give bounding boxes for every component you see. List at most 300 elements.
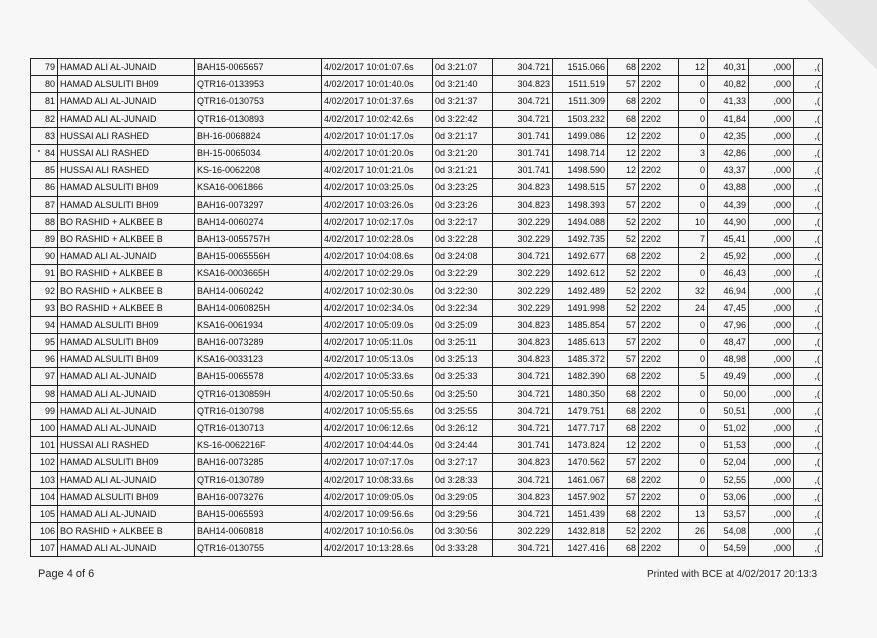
loft-id-cell: 57 — [608, 196, 639, 213]
arrival-time-cell: 4/02/2017 10:13:28.6s — [322, 540, 433, 557]
speed-cell: 1485.854 — [553, 316, 608, 333]
distance-cell: 304.721 — [493, 368, 553, 385]
arrival-time-cell: 4/02/2017 10:01:20.0s — [322, 144, 433, 161]
table-row — [31, 59, 823, 76]
position-cell: 81 — [31, 93, 58, 110]
position-cell: 90 — [31, 248, 58, 265]
club-code-cell: 2202 — [639, 402, 679, 419]
club-code-cell: 2202 — [639, 471, 679, 488]
count-cell: 13 — [679, 505, 708, 522]
club-code-cell: 2202 — [639, 316, 679, 333]
distance-cell: 301.741 — [493, 437, 553, 454]
flight-duration-cell: 0d 3:29:05 — [433, 488, 493, 505]
flight-duration-cell: 0d 3:22:30 — [433, 282, 493, 299]
distance-cell: 304.823 — [493, 454, 553, 471]
ring-number-cell: QTR16-0130753 — [195, 93, 322, 110]
position-cell: 83 — [31, 127, 58, 144]
speed-cell: 1492.489 — [553, 282, 608, 299]
loft-id-cell: 12 — [608, 144, 639, 161]
arrival-time-cell: 4/02/2017 10:05:33.6s — [322, 368, 433, 385]
club-code-cell: 2202 — [639, 162, 679, 179]
extra-cell: ,( — [794, 162, 823, 179]
position-cell: 100 — [31, 419, 58, 436]
table-row — [31, 76, 823, 93]
owner-name-cell: BO RASHID + ALKBEE B — [58, 213, 195, 230]
count-cell: 26 — [679, 523, 708, 540]
extra-cell: ,( — [794, 282, 823, 299]
flight-duration-cell: 0d 3:26:12 — [433, 419, 493, 436]
distance-cell: 304.823 — [493, 334, 553, 351]
flight-duration-cell: 0d 3:21:21 — [433, 162, 493, 179]
table-row — [31, 213, 823, 230]
points-cell: 41,84 — [708, 110, 749, 127]
ring-number-cell: BAH13-0055757H — [195, 230, 322, 247]
loft-id-cell: 52 — [608, 213, 639, 230]
loft-id-cell: 68 — [608, 59, 639, 76]
table-row — [31, 230, 823, 247]
score-cell: ,000 — [749, 248, 794, 265]
points-cell: 52,55 — [708, 471, 749, 488]
score-cell: ,000 — [749, 505, 794, 522]
club-code-cell: 2202 — [639, 523, 679, 540]
table-row — [31, 127, 823, 144]
extra-cell: ,( — [794, 505, 823, 522]
loft-id-cell: 12 — [608, 162, 639, 179]
score-cell: ,000 — [749, 471, 794, 488]
arrival-time-cell: 4/02/2017 10:07:17.0s — [322, 454, 433, 471]
flight-duration-cell: 0d 3:22:42 — [433, 110, 493, 127]
loft-id-cell: 57 — [608, 76, 639, 93]
extra-cell: ,( — [794, 196, 823, 213]
owner-name-cell: BO RASHID + ALKBEE B — [58, 282, 195, 299]
club-code-cell: 2202 — [639, 59, 679, 76]
owner-name-cell: HAMAD ALSULITI BH09 — [58, 334, 195, 351]
points-cell: 43,37 — [708, 162, 749, 179]
extra-cell: ,( — [794, 351, 823, 368]
printed-stamp: Printed with BCE at 4/02/2017 20:13:3 — [647, 569, 818, 580]
ring-number-cell: KSA16-0003665H — [195, 265, 322, 282]
loft-id-cell: 68 — [608, 368, 639, 385]
position-cell: 80 — [31, 76, 58, 93]
ring-number-cell: QTR16-0130789 — [195, 471, 322, 488]
score-cell: ,000 — [749, 540, 794, 557]
owner-name-cell: HAMAD ALI AL-JUNAID — [58, 505, 195, 522]
owner-name-cell: HAMAD ALI AL-JUNAID — [58, 402, 195, 419]
table-row — [31, 179, 823, 196]
position-cell: 97 — [31, 368, 58, 385]
owner-name-cell: HAMAD ALSULITI BH09 — [58, 316, 195, 333]
arrival-time-cell: 4/02/2017 10:02:30.0s — [322, 282, 433, 299]
points-cell: 46,43 — [708, 265, 749, 282]
position-cell: 105 — [31, 505, 58, 522]
extra-cell: ,( — [794, 144, 823, 161]
table-row — [31, 437, 823, 454]
points-cell: 40,82 — [708, 76, 749, 93]
loft-id-cell: 57 — [608, 316, 639, 333]
count-cell: 0 — [679, 76, 708, 93]
points-cell: 54,59 — [708, 540, 749, 557]
distance-cell: 302.229 — [493, 265, 553, 282]
loft-id-cell: 57 — [608, 351, 639, 368]
arrival-time-cell: 4/02/2017 10:05:11.0s — [322, 334, 433, 351]
owner-name-cell: HAMAD ALI AL-JUNAID — [58, 471, 195, 488]
club-code-cell: 2202 — [639, 196, 679, 213]
club-code-cell: 2202 — [639, 488, 679, 505]
loft-id-cell: 68 — [608, 385, 639, 402]
flight-duration-cell: 0d 3:22:29 — [433, 265, 493, 282]
owner-name-cell: HAMAD ALSULITI BH09 — [58, 454, 195, 471]
distance-cell: 302.229 — [493, 523, 553, 540]
count-cell: 5 — [679, 368, 708, 385]
ring-number-cell: BH-16-0068824 — [195, 127, 322, 144]
score-cell: ,000 — [749, 523, 794, 540]
club-code-cell: 2202 — [639, 144, 679, 161]
flight-duration-cell: 0d 3:21:40 — [433, 76, 493, 93]
club-code-cell: 2202 — [639, 334, 679, 351]
ring-number-cell: BAH16-0073297 — [195, 196, 322, 213]
speed-cell: 1498.393 — [553, 196, 608, 213]
club-code-cell: 2202 — [639, 351, 679, 368]
points-cell: 50,51 — [708, 402, 749, 419]
score-cell: ,000 — [749, 402, 794, 419]
count-cell: 10 — [679, 213, 708, 230]
extra-cell: ,( — [794, 454, 823, 471]
speed-cell: 1511.519 — [553, 76, 608, 93]
speed-cell: 1498.590 — [553, 162, 608, 179]
flight-duration-cell: 0d 3:21:07 — [433, 59, 493, 76]
flight-duration-cell: 0d 3:25:11 — [433, 334, 493, 351]
speed-cell: 1473.824 — [553, 437, 608, 454]
distance-cell: 304.823 — [493, 351, 553, 368]
score-cell: ,000 — [749, 76, 794, 93]
club-code-cell: 2202 — [639, 282, 679, 299]
loft-id-cell: 68 — [608, 505, 639, 522]
distance-cell: 304.721 — [493, 419, 553, 436]
points-cell: 41,33 — [708, 93, 749, 110]
points-cell: 48,98 — [708, 351, 749, 368]
flight-duration-cell: 0d 3:33:28 — [433, 540, 493, 557]
ring-number-cell: BAH15-0065593 — [195, 505, 322, 522]
speed-cell: 1461.067 — [553, 471, 608, 488]
distance-cell: 301.741 — [493, 162, 553, 179]
extra-cell: ,( — [794, 179, 823, 196]
extra-cell: ,( — [794, 334, 823, 351]
extra-cell: ,( — [794, 437, 823, 454]
extra-cell: ,( — [794, 419, 823, 436]
position-cell: 106 — [31, 523, 58, 540]
owner-name-cell: HAMAD ALSULITI BH09 — [58, 488, 195, 505]
count-cell: 0 — [679, 162, 708, 179]
arrival-time-cell: 4/02/2017 10:01:21.0s — [322, 162, 433, 179]
speed-cell: 1432.818 — [553, 523, 608, 540]
arrival-time-cell: 4/02/2017 10:02:17.0s — [322, 213, 433, 230]
loft-id-cell: 52 — [608, 299, 639, 316]
ring-number-cell: KS-16-0062208 — [195, 162, 322, 179]
table-row — [31, 419, 823, 436]
speed-cell: 1498.714 — [553, 144, 608, 161]
club-code-cell: 2202 — [639, 230, 679, 247]
table-row — [31, 265, 823, 282]
owner-name-cell: HAMAD ALI AL-JUNAID — [58, 385, 195, 402]
extra-cell: ,( — [794, 471, 823, 488]
extra-cell: ,( — [794, 368, 823, 385]
ring-number-cell: QTR16-0130859H — [195, 385, 322, 402]
flight-duration-cell: 0d 3:22:28 — [433, 230, 493, 247]
table-row — [31, 196, 823, 213]
flight-duration-cell: 0d 3:25:33 — [433, 368, 493, 385]
speed-cell: 1485.613 — [553, 334, 608, 351]
score-cell: ,000 — [749, 144, 794, 161]
points-cell: 45,41 — [708, 230, 749, 247]
extra-cell: ,( — [794, 488, 823, 505]
table-row — [31, 454, 823, 471]
extra-cell: ,( — [794, 248, 823, 265]
ring-number-cell: BAH14-0060274 — [195, 213, 322, 230]
ring-number-cell: KSA16-0061934 — [195, 316, 322, 333]
position-cell: 88 — [31, 213, 58, 230]
extra-cell: ,( — [794, 59, 823, 76]
score-cell: ,000 — [749, 419, 794, 436]
flight-duration-cell: 0d 3:25:50 — [433, 385, 493, 402]
club-code-cell: 2202 — [639, 454, 679, 471]
count-cell: 0 — [679, 334, 708, 351]
extra-cell: ,( — [794, 540, 823, 557]
owner-name-cell: HUSSAI ALI RASHED — [58, 144, 195, 161]
table-row — [31, 471, 823, 488]
loft-id-cell: 68 — [608, 402, 639, 419]
results-table — [30, 58, 823, 557]
distance-cell: 304.823 — [493, 76, 553, 93]
owner-name-cell: HAMAD ALSULITI BH09 — [58, 351, 195, 368]
points-cell: 51,53 — [708, 437, 749, 454]
points-cell: 53,06 — [708, 488, 749, 505]
arrival-time-cell: 4/02/2017 10:09:56.6s — [322, 505, 433, 522]
extra-cell: ,( — [794, 93, 823, 110]
speed-cell: 1482.390 — [553, 368, 608, 385]
distance-cell: 304.721 — [493, 540, 553, 557]
club-code-cell: 2202 — [639, 299, 679, 316]
club-code-cell: 2202 — [639, 540, 679, 557]
loft-id-cell: 68 — [608, 93, 639, 110]
position-cell: 103 — [31, 471, 58, 488]
flight-duration-cell: 0d 3:25:09 — [433, 316, 493, 333]
position-cell: 86 — [31, 179, 58, 196]
arrival-time-cell: 4/02/2017 10:02:28.0s — [322, 230, 433, 247]
position-cell: 91 — [31, 265, 58, 282]
arrival-time-cell: 4/02/2017 10:05:13.0s — [322, 351, 433, 368]
flight-duration-cell: 0d 3:28:33 — [433, 471, 493, 488]
speed-cell: 1511.309 — [553, 93, 608, 110]
distance-cell: 302.229 — [493, 299, 553, 316]
loft-id-cell: 57 — [608, 334, 639, 351]
loft-id-cell: 52 — [608, 282, 639, 299]
owner-name-cell: BO RASHID + ALKBEE B — [58, 299, 195, 316]
owner-name-cell: BO RASHID + ALKBEE B — [58, 265, 195, 282]
ring-number-cell: QTR16-0130755 — [195, 540, 322, 557]
count-cell: 7 — [679, 230, 708, 247]
club-code-cell: 2202 — [639, 248, 679, 265]
loft-id-cell: 52 — [608, 230, 639, 247]
ring-number-cell: QTR16-0130893 — [195, 110, 322, 127]
distance-cell: 304.721 — [493, 402, 553, 419]
flight-duration-cell: 0d 3:25:55 — [433, 402, 493, 419]
speed-cell: 1479.751 — [553, 402, 608, 419]
club-code-cell: 2202 — [639, 505, 679, 522]
extra-cell: ,( — [794, 110, 823, 127]
table-row — [31, 488, 823, 505]
arrival-time-cell: 4/02/2017 10:10:56.0s — [322, 523, 433, 540]
table-row — [31, 110, 823, 127]
count-cell: 24 — [679, 299, 708, 316]
table-row — [31, 505, 823, 522]
points-cell: 42,35 — [708, 127, 749, 144]
arrival-time-cell: 4/02/2017 10:05:09.0s — [322, 316, 433, 333]
score-cell: ,000 — [749, 368, 794, 385]
arrival-time-cell: 4/02/2017 10:02:29.0s — [322, 265, 433, 282]
club-code-cell: 2202 — [639, 437, 679, 454]
count-cell: 0 — [679, 419, 708, 436]
points-cell: 48,47 — [708, 334, 749, 351]
club-code-cell: 2202 — [639, 213, 679, 230]
arrival-time-cell: 4/02/2017 10:04:44.0s — [322, 437, 433, 454]
distance-cell: 304.823 — [493, 196, 553, 213]
arrival-time-cell: 4/02/2017 10:03:25.0s — [322, 179, 433, 196]
arrival-time-cell: 4/02/2017 10:04:08.6s — [322, 248, 433, 265]
distance-cell: 304.721 — [493, 385, 553, 402]
arrival-time-cell: 4/02/2017 10:09:05.0s — [322, 488, 433, 505]
score-cell: ,000 — [749, 179, 794, 196]
distance-cell: 304.721 — [493, 471, 553, 488]
position-cell: 87 — [31, 196, 58, 213]
distance-cell: 301.741 — [493, 144, 553, 161]
loft-id-cell: 68 — [608, 419, 639, 436]
ring-number-cell: BAH15-0065556H — [195, 248, 322, 265]
extra-cell: ,( — [794, 316, 823, 333]
distance-cell: 304.823 — [493, 179, 553, 196]
loft-id-cell: 68 — [608, 471, 639, 488]
position-cell: 104 — [31, 488, 58, 505]
owner-name-cell: HAMAD ALI AL-JUNAID — [58, 59, 195, 76]
position-cell: 96 — [31, 351, 58, 368]
table-row — [31, 523, 823, 540]
table-row — [31, 385, 823, 402]
position-cell: 98 — [31, 385, 58, 402]
table-row — [31, 144, 823, 161]
count-cell: 12 — [679, 59, 708, 76]
ring-number-cell: BAH14-0060818 — [195, 523, 322, 540]
club-code-cell: 2202 — [639, 110, 679, 127]
count-cell: 0 — [679, 179, 708, 196]
distance-cell: 304.823 — [493, 488, 553, 505]
loft-id-cell: 12 — [608, 127, 639, 144]
position-cell: 85 — [31, 162, 58, 179]
speed-cell: 1427.416 — [553, 540, 608, 557]
flight-duration-cell: 0d 3:21:17 — [433, 127, 493, 144]
count-cell: 0 — [679, 488, 708, 505]
table-row — [31, 299, 823, 316]
arrival-time-cell: 4/02/2017 10:01:07.6s — [322, 59, 433, 76]
points-cell: 45,92 — [708, 248, 749, 265]
score-cell: ,000 — [749, 299, 794, 316]
ring-number-cell: BAH16-0073285 — [195, 454, 322, 471]
owner-name-cell: HAMAD ALI AL-JUNAID — [58, 540, 195, 557]
club-code-cell: 2202 — [639, 419, 679, 436]
score-cell: ,000 — [749, 162, 794, 179]
count-cell: 0 — [679, 402, 708, 419]
table-row — [31, 282, 823, 299]
count-cell: 0 — [679, 127, 708, 144]
distance-cell: 304.721 — [493, 110, 553, 127]
speed-cell: 1515.066 — [553, 59, 608, 76]
owner-name-cell: HAMAD ALSULITI BH09 — [58, 196, 195, 213]
count-cell: 0 — [679, 437, 708, 454]
count-cell: 0 — [679, 471, 708, 488]
table-row — [31, 351, 823, 368]
club-code-cell: 2202 — [639, 265, 679, 282]
points-cell: 44,39 — [708, 196, 749, 213]
speed-cell: 1451.439 — [553, 505, 608, 522]
score-cell: ,000 — [749, 59, 794, 76]
table-row — [31, 248, 823, 265]
distance-cell: 302.229 — [493, 282, 553, 299]
page-number: Page 4 of 6 — [38, 568, 95, 580]
position-cell: 107 — [31, 540, 58, 557]
distance-cell: 304.721 — [493, 248, 553, 265]
arrival-time-cell: 4/02/2017 10:08:33.6s — [322, 471, 433, 488]
speed-cell: 1503.232 — [553, 110, 608, 127]
ring-number-cell: KS-16-0062216F — [195, 437, 322, 454]
extra-cell: ,( — [794, 213, 823, 230]
score-cell: ,000 — [749, 196, 794, 213]
owner-name-cell: HAMAD ALI AL-JUNAID — [58, 93, 195, 110]
speed-cell: 1477.717 — [553, 419, 608, 436]
ring-number-cell: BH-15-0065034 — [195, 144, 322, 161]
count-cell: 2 — [679, 248, 708, 265]
points-cell: 42,86 — [708, 144, 749, 161]
position-cell: 93 — [31, 299, 58, 316]
loft-id-cell: 12 — [608, 437, 639, 454]
extra-cell: ,( — [794, 265, 823, 282]
owner-name-cell: BO RASHID + ALKBEE B — [58, 523, 195, 540]
loft-id-cell: 68 — [608, 110, 639, 127]
ring-number-cell: BAH16-0073276 — [195, 488, 322, 505]
arrival-time-cell: 4/02/2017 10:05:50.6s — [322, 385, 433, 402]
score-cell: ,000 — [749, 127, 794, 144]
table-row — [31, 162, 823, 179]
flight-duration-cell: 0d 3:24:08 — [433, 248, 493, 265]
flight-duration-cell: 0d 3:22:34 — [433, 299, 493, 316]
ring-number-cell: BAH16-0073289 — [195, 334, 322, 351]
score-cell: ,000 — [749, 282, 794, 299]
arrival-time-cell: 4/02/2017 10:01:37.6s — [322, 93, 433, 110]
points-cell: 50,00 — [708, 385, 749, 402]
points-cell: 51,02 — [708, 419, 749, 436]
count-cell: 0 — [679, 540, 708, 557]
loft-id-cell: 52 — [608, 523, 639, 540]
position-cell: 82 — [31, 110, 58, 127]
flight-duration-cell: 0d 3:21:20 — [433, 144, 493, 161]
count-cell: 0 — [679, 316, 708, 333]
table-row — [31, 334, 823, 351]
extra-cell: ,( — [794, 230, 823, 247]
extra-cell: ,( — [794, 127, 823, 144]
score-cell: ,000 — [749, 265, 794, 282]
club-code-cell: 2202 — [639, 93, 679, 110]
points-cell: 52,04 — [708, 454, 749, 471]
speed-cell: 1492.612 — [553, 265, 608, 282]
count-cell: 0 — [679, 265, 708, 282]
ring-number-cell: QTR16-0133953 — [195, 76, 322, 93]
